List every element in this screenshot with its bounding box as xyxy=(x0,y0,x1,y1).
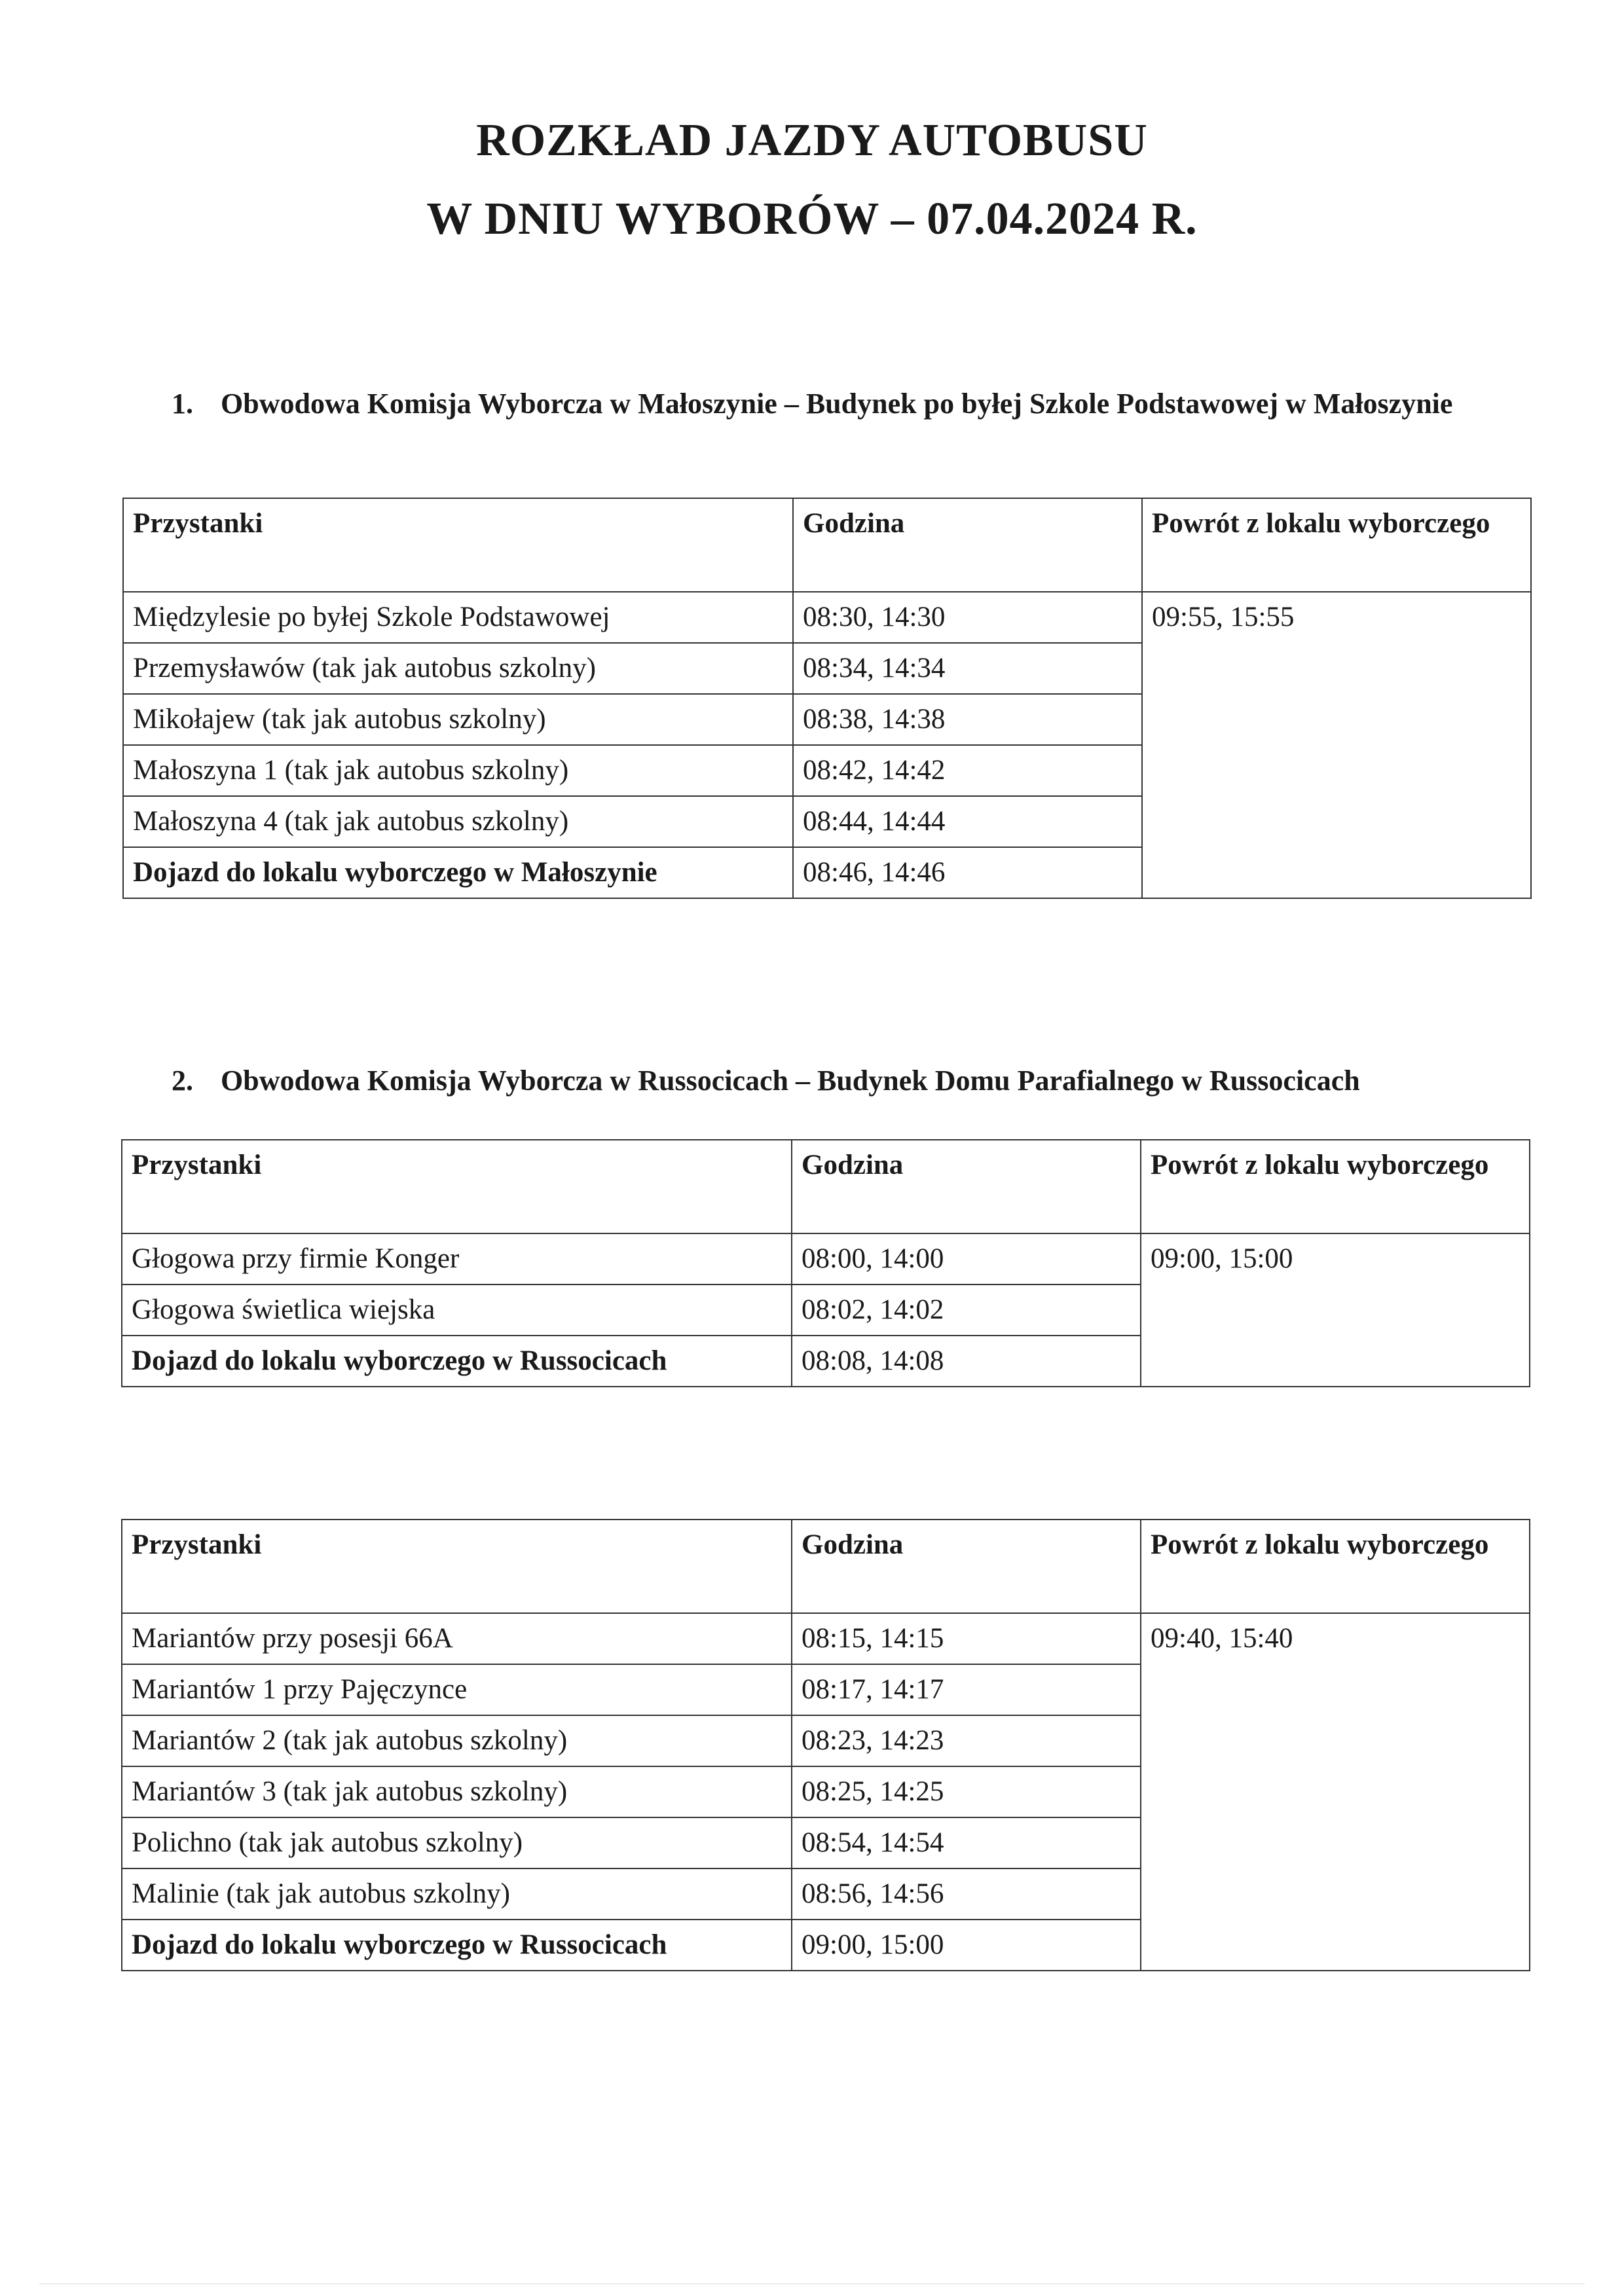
document-title-line2: W DNIU WYBORÓW – 07.04.2024 R. xyxy=(426,194,1198,244)
header-stops: Przystanki xyxy=(122,1520,792,1613)
schedule-table-2 xyxy=(121,1139,1530,1387)
section-1-heading xyxy=(172,385,1514,423)
header-return: Powrót z lokalu wyborczego xyxy=(1141,1520,1530,1613)
stop-name: Głogowa przy firmie Konger xyxy=(122,1233,792,1285)
header-stops: Przystanki xyxy=(123,498,793,592)
section-title: Obwodowa Komisja Wyborcza w Małoszynie – Budynek po byłej Szkole Podstawowej w Małoszynie xyxy=(221,388,1453,420)
stop-name: Mikołajew (tak jak autobus szkolny) xyxy=(123,694,793,745)
stop-name: Dojazd do lokalu wyborczego w Russocicach xyxy=(122,1920,792,1971)
table-header-row xyxy=(123,498,1531,592)
return-times: 09:40, 15:40 xyxy=(1141,1613,1530,1971)
header-return: Powrót z lokalu wyborczego xyxy=(1141,1140,1530,1233)
stop-name: Malinie (tak jak autobus szkolny) xyxy=(122,1868,792,1920)
stop-name: Głogowa świetlica wiejska xyxy=(122,1285,792,1336)
stop-name: Mariantów 3 (tak jak autobus szkolny) xyxy=(122,1766,792,1817)
stop-name: Polichno (tak jak autobus szkolny) xyxy=(122,1817,792,1868)
table-row xyxy=(122,1233,1530,1285)
table-header-row xyxy=(122,1520,1530,1613)
departure-times: 08:25, 14:25 xyxy=(792,1766,1141,1817)
table-row xyxy=(122,1613,1530,1664)
stop-name: Przemysławów (tak jak autobus szkolny) xyxy=(123,643,793,694)
document-title-line1: ROZKŁAD JAZDY AUTOBUSU xyxy=(476,115,1148,166)
departure-times: 08:15, 14:15 xyxy=(792,1613,1141,1664)
departure-times: 08:46, 14:46 xyxy=(793,847,1142,898)
header-stops: Przystanki xyxy=(122,1140,792,1233)
stop-name: Dojazd do lokalu wyborczego w Małoszynie xyxy=(123,847,793,898)
departure-times: 08:02, 14:02 xyxy=(792,1285,1141,1336)
stop-name: Mariantów 2 (tak jak autobus szkolny) xyxy=(122,1715,792,1766)
header-time: Godzina xyxy=(792,1520,1141,1613)
section-number: 2. xyxy=(172,1065,193,1097)
header-time: Godzina xyxy=(793,498,1142,592)
table-header-row xyxy=(122,1140,1530,1233)
header-return: Powrót z lokalu wyborczego xyxy=(1142,498,1531,592)
schedule-table-3 xyxy=(121,1519,1530,1971)
departure-times: 08:30, 14:30 xyxy=(793,592,1142,643)
departure-times: 08:44, 14:44 xyxy=(793,796,1142,847)
departure-times: 08:34, 14:34 xyxy=(793,643,1142,694)
departure-times: 08:38, 14:38 xyxy=(793,694,1142,745)
section-title: Obwodowa Komisja Wyborcza w Russocicach – Budynek Domu Parafialnego w Russocicach xyxy=(221,1065,1360,1097)
table-row xyxy=(123,592,1531,643)
departure-times: 09:00, 15:00 xyxy=(792,1920,1141,1971)
stop-name: Małoszyna 4 (tak jak autobus szkolny) xyxy=(123,796,793,847)
departure-times: 08:56, 14:56 xyxy=(792,1868,1141,1920)
section-number: 1. xyxy=(172,388,193,420)
return-times: 09:00, 15:00 xyxy=(1141,1233,1530,1387)
departure-times: 08:08, 14:08 xyxy=(792,1336,1141,1387)
departure-times: 08:00, 14:00 xyxy=(792,1233,1141,1285)
section-2-heading xyxy=(172,1062,1547,1100)
return-times: 09:55, 15:55 xyxy=(1142,592,1531,898)
header-time: Godzina xyxy=(792,1140,1141,1233)
departure-times: 08:42, 14:42 xyxy=(793,745,1142,796)
stop-name: Międzylesie po byłej Szkole Podstawowej xyxy=(123,592,793,643)
stop-name: Dojazd do lokalu wyborczego w Russocicach xyxy=(122,1336,792,1387)
schedule-table-1 xyxy=(122,498,1532,899)
departure-times: 08:23, 14:23 xyxy=(792,1715,1141,1766)
stop-name: Małoszyna 1 (tak jak autobus szkolny) xyxy=(123,745,793,796)
stop-name: Mariantów przy posesji 66A xyxy=(122,1613,792,1664)
stop-name: Mariantów 1 przy Pajęczynce xyxy=(122,1664,792,1715)
departure-times: 08:17, 14:17 xyxy=(792,1664,1141,1715)
departure-times: 08:54, 14:54 xyxy=(792,1817,1141,1868)
